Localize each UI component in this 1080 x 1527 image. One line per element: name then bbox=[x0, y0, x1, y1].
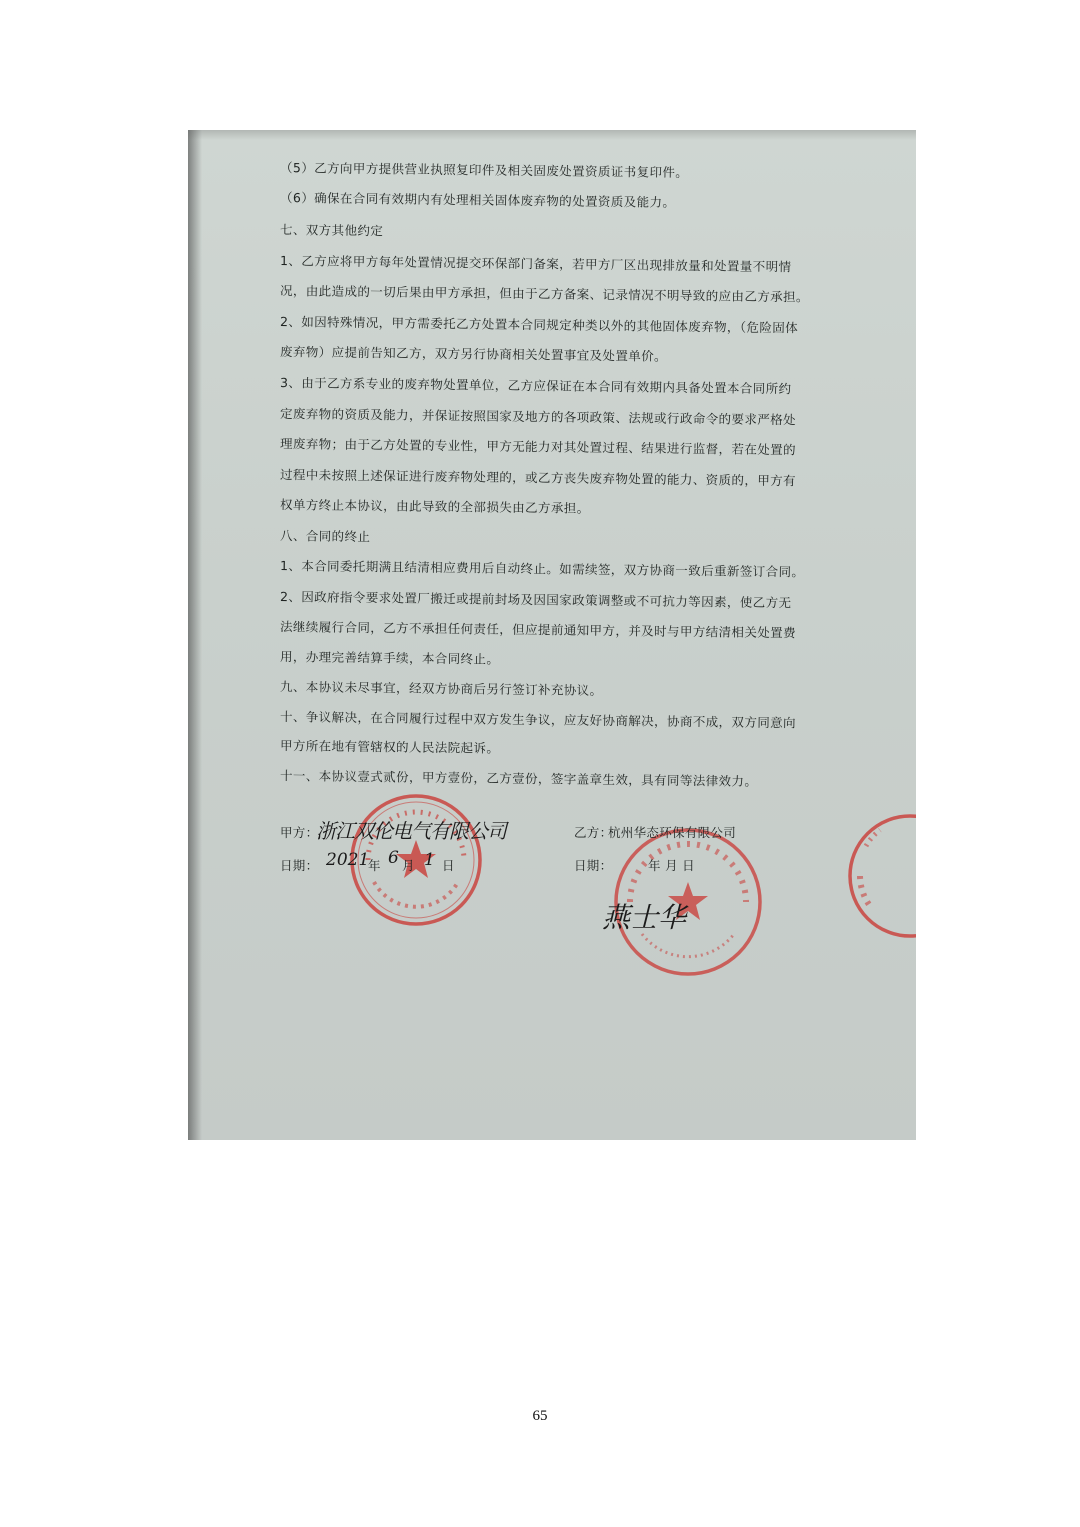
section-8-item-2-line-3: 用，办理完善结算手续，本合同终止。 bbox=[279, 649, 500, 667]
edge-company-seal bbox=[840, 806, 916, 946]
party-a-handwritten-name: 浙江双伦电气有限公司 bbox=[316, 819, 506, 843]
section-7-item-1-line-1: 1、乙方应将甲方每年处置情况提交环保部门备案，若甲方厂区出现排放量和处置量不明情 bbox=[279, 253, 792, 275]
party-a-date-month: 6 bbox=[388, 848, 399, 868]
section-10-line-1: 十、争议解决，在合同履行过程中双方发生争议，应友好协商解决，协商不成，双方同意向 bbox=[279, 709, 797, 731]
section-7-item-3-line-5: 权单方终止本协议，由此导致的全部损失由乙方承担。 bbox=[279, 497, 590, 516]
party-a-date-label: 日期： bbox=[280, 858, 319, 873]
section-7-item-2-line-2: 废弃物）应提前告知乙方，双方另行协商相关处置事宜及处置单价。 bbox=[279, 344, 668, 364]
party-b-date-label: 日期： bbox=[574, 858, 613, 873]
page-top-shadow bbox=[188, 130, 916, 140]
section-7-item-1-line-2: 况，由此造成的一切后果由甲方承担，但由于乙方备案、记录情况不明导致的应由乙方承担。 bbox=[279, 283, 809, 305]
party-a-label: 甲方： bbox=[280, 825, 319, 840]
party-a-date-month-char: 月 bbox=[402, 858, 415, 873]
section-7-item-3-line-3: 理废弃物；由于乙方处置的专业性，甲方无能力对其处置过程、结果进行监督，若在处置的 bbox=[279, 436, 797, 458]
party-b-name: 杭州华态环保有限公司 bbox=[608, 825, 737, 840]
clause-6: （6）确保在合同有效期内有处理相关固体废弃物的处置资质及能力。 bbox=[279, 190, 676, 210]
section-8-item-1: 1、本合同委托期满且结清相应费用后自动终止。如需续签，双方协商一致后重新签订合同。 bbox=[279, 558, 805, 580]
section-7-heading: 七、双方其他约定 bbox=[279, 222, 384, 239]
party-a-date-year: 2021 bbox=[326, 850, 370, 870]
party-b-handwritten-signature: 燕士华 bbox=[602, 901, 687, 934]
section-7-item-2-line-1: 2、如因特殊情况，甲方需委托乙方处置本合同规定种类以外的其他固体废弃物，（危险固体 bbox=[279, 314, 799, 336]
section-10-line-2: 甲方所在地有管辖权的人民法院起诉。 bbox=[279, 738, 500, 756]
scanned-document-photo bbox=[188, 130, 916, 1140]
section-9: 九、本协议未尽事宜，经双方协商后另行签订补充协议。 bbox=[279, 679, 603, 698]
party-a-date-day: 1 bbox=[424, 850, 435, 870]
section-7-item-3-line-1: 3、由于乙方系专业的废弃物处置单位，乙方应保证在本合同有效期内具备处置本合同所约 bbox=[279, 375, 792, 397]
section-7-item-3-line-2: 定废弃物的资质及能力，并保证按照国家及地方的各项政策、法规或行政命令的要求严格处 bbox=[279, 406, 797, 428]
party-b-date-blank: 年 月 日 bbox=[648, 858, 695, 873]
page-number: 65 bbox=[532, 1408, 548, 1424]
party-a-date-year-char: 年 bbox=[368, 858, 381, 873]
section-7-item-3-line-4: 过程中未按照上述保证进行废弃物处理的，或乙方丧失废弃物处置的能力、资质的，甲方有 bbox=[279, 467, 797, 489]
party-a-date-day-char: 日 bbox=[442, 858, 455, 873]
page-edge-shadow bbox=[188, 130, 202, 1140]
clause-5: （5）乙方向甲方提供营业执照复印件及相关固废处置资质证书复印件。 bbox=[279, 160, 689, 180]
section-11: 十一、本协议壹式贰份，甲方壹份，乙方壹份，签字盖章生效，具有同等法律效力。 bbox=[279, 768, 758, 789]
section-8-item-2-line-2: 法继续履行合同，乙方不承担任何责任，但应提前通知甲方，并及时与甲方结清相关处置费 bbox=[279, 619, 797, 641]
section-8-heading: 八、合同的终止 bbox=[279, 528, 371, 545]
section-8-item-2-line-1: 2、因政府指令要求处置厂搬迁或提前封场及因国家政策调整或不可抗力等因素，使乙方无 bbox=[279, 589, 792, 611]
party-b-label: 乙方： bbox=[574, 825, 613, 840]
